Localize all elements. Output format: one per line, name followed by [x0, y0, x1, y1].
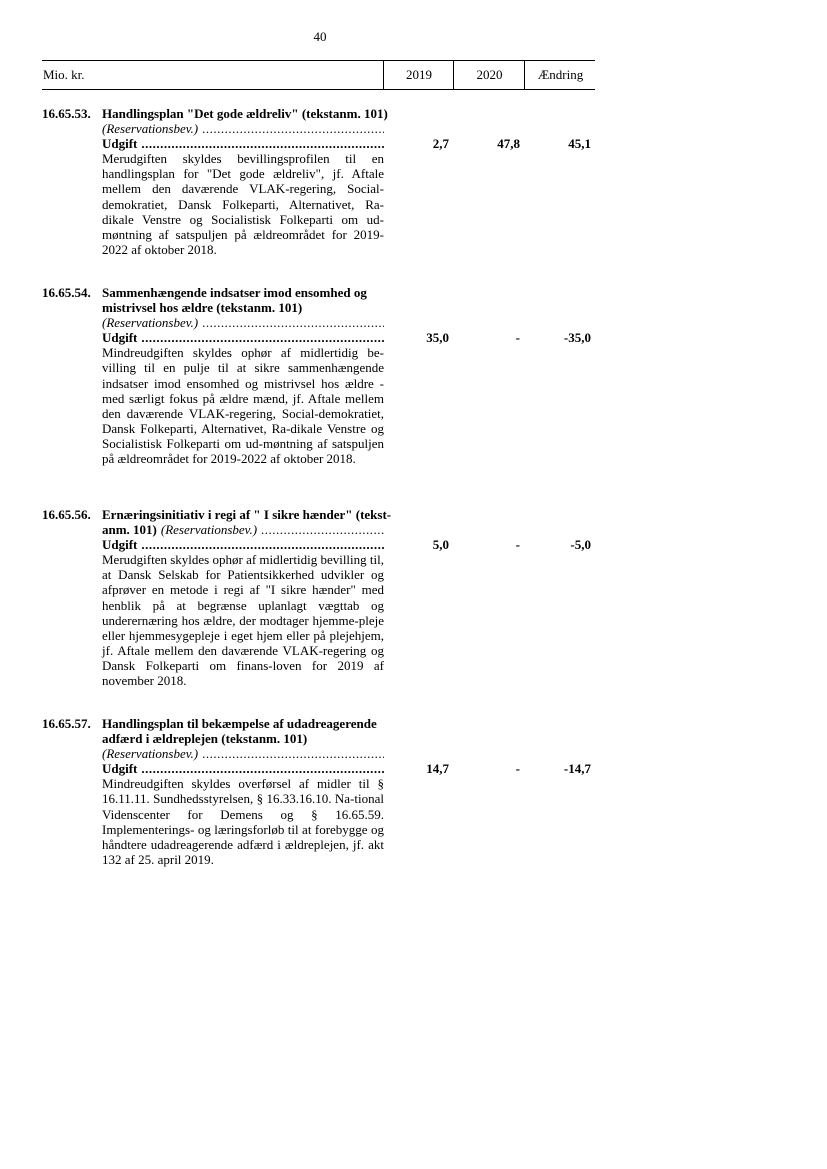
udgift-label: Udgift: [102, 761, 138, 777]
value-2020: 47,8: [497, 136, 520, 151]
header-col-2019: 2019: [383, 61, 454, 89]
entry-description: Merudgiften skyldes bevillingsprofilen til en handlingsplan for "Det gode ældreliv", jf. Aftale mellem den daværende VLAK-regering, Social-demokratiet, Dansk Folkeparti, Alternativet, Ra-dikale Venstre og Socialistisk Folkeparti om ud-møntning af satspuljen på ældreområdet for 2019-2022 af oktober 2018.: [102, 151, 384, 257]
header-col-change: Ændring: [524, 61, 596, 89]
entry-number: 16.65.57.: [42, 716, 91, 731]
udgift-label: Udgift: [102, 136, 138, 152]
entry-body: [102, 716, 384, 867]
reservation-row: [102, 746, 384, 761]
value-change: 45,1: [568, 136, 591, 151]
udgift-label: Udgift: [102, 537, 138, 553]
entry-title-line-2: anm. 101): [102, 522, 157, 538]
entry-description: Mindreudgiften skyldes overførsel af midler til § 16.11.11. Sundhedsstyrelsen, § 16.33.16.10. Na-tional Videnscenter for Demens og § 16.65.59. Implementerings- og læringsforløb til at forebygge og håndtere udadreagerende adfærd i ældreplejen, jf. akt 132 af 25. april 2019.: [102, 776, 384, 867]
page-number: 40: [313, 29, 327, 44]
reservation-label: (Reservationsbev.): [160, 522, 258, 538]
entry-number: 16.65.56.: [42, 507, 91, 522]
header-col-2020: 2020: [453, 61, 525, 89]
entry-number: 16.65.54.: [42, 285, 91, 300]
header-unit-label: Mio. kr.: [43, 67, 85, 82]
value-change: -14,7: [563, 761, 591, 776]
value-2020: -: [515, 330, 520, 345]
reservation-row: [102, 315, 384, 330]
entry-number: 16.65.53.: [42, 106, 91, 121]
udgift-row: [102, 330, 384, 345]
reservation-row: [102, 121, 384, 136]
udgift-label: Udgift: [102, 330, 138, 346]
entry-description: Mindreudgiften skyldes ophør af midlertidig be-villing til en pulje til at sikre sammenhængende indsatser imod ensomhed og mistrivsel hos ældre - med særligt fokus på ældre mænd, jf. Aftale mellem den daværende VLAK-regering, Social-demokratiet, Dansk Folkeparti, Alternativet, Ra-dikale Venstre og Socialistisk Folkeparti om ud-møntning af satspuljen på ældreområdet for 2019-2022 af oktober 2018.: [102, 345, 384, 467]
entry-title-line-1: Sammenhængende indsatser imod ensomhed og: [102, 285, 367, 300]
entry-title: Handlingsplan "Det gode ældreliv" (tekstanm. 101): [102, 106, 388, 121]
entry-body: [102, 507, 392, 689]
value-2020: -: [515, 761, 520, 776]
table-header: [42, 60, 595, 90]
value-2019: 2,7: [432, 136, 449, 151]
udgift-row: [102, 136, 384, 151]
udgift-row: [102, 761, 384, 776]
value-2020: -: [515, 537, 520, 552]
udgift-row: [102, 537, 384, 552]
entry-title-line-1: Handlingsplan til bekæmpelse af udadreagerende: [102, 716, 377, 731]
entry-body: [102, 106, 388, 257]
entry-title-line-2: mistrivsel hos ældre (tekstanm. 101): [102, 300, 303, 316]
value-change: -5,0: [570, 537, 591, 552]
reservation-label: (Reservationsbev.): [102, 746, 199, 762]
reservation-row: [102, 522, 384, 537]
value-2019: 5,0: [432, 537, 449, 552]
reservation-label: (Reservationsbev.): [102, 121, 199, 137]
entry-description: Merudgiften skyldes ophør af midlertidig bevilling til, at Dansk Selskab for Patientsikkerhed udvikler og afprøver en metode i regi af "I sikre hænder" med henblik på at begrænse uplanlagt vægttab og underernæring hos ældre, der modtager hjemme-pleje eller hjemmesygepleje i eget hjem eller på plejehjem, jf. Aftale mellem den daværende VLAK-regering og Dansk Folkeparti om finans-loven for 2019 af november 2018.: [102, 552, 384, 689]
entry-title-line-1: Ernæringsinitiativ i regi af " I sikre hænder" (tekst-: [102, 507, 392, 522]
value-2019: 35,0: [426, 330, 449, 345]
entry-body: [102, 285, 384, 466]
reservation-label: (Reservationsbev.): [102, 315, 199, 331]
entry-title-line-2: adfærd i ældreplejen (tekstanm. 101): [102, 731, 308, 747]
value-2019: 14,7: [426, 761, 449, 776]
value-change: -35,0: [563, 330, 591, 345]
